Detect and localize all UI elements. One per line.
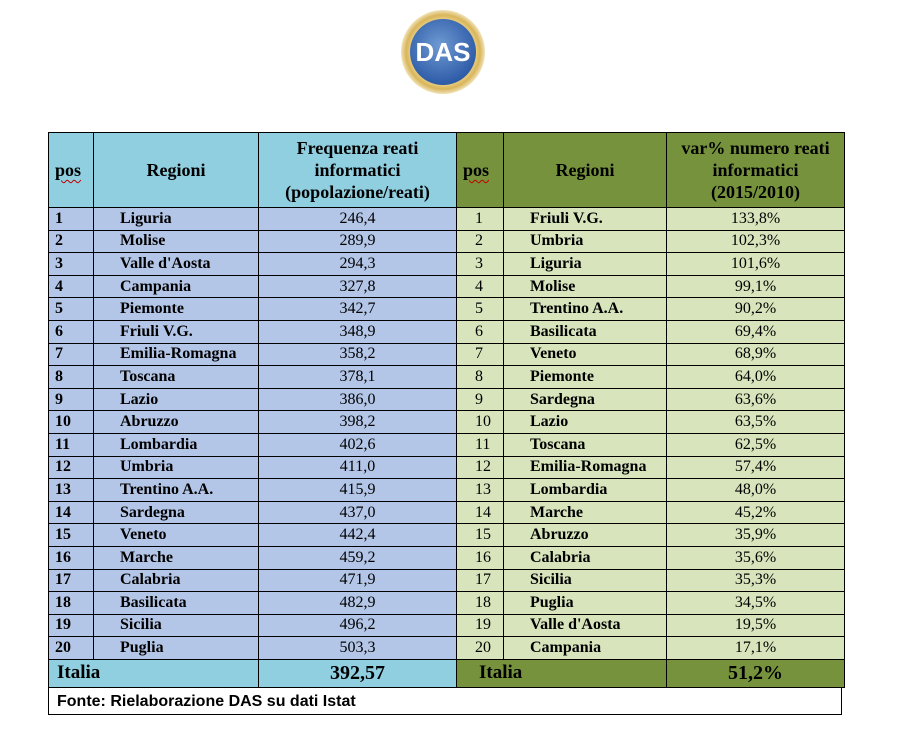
right-value-cell: 101,6% (667, 253, 845, 276)
left-region-cell: Liguria (94, 208, 259, 231)
left-region-cell: Emilia-Romagna (94, 343, 259, 366)
right-region-cell: Campania (504, 637, 667, 660)
left-value-cell: 415,9 (259, 479, 457, 502)
ranking-table (48, 132, 845, 688)
right-pos-cell: 16 (457, 546, 504, 569)
right-pos-cell: 17 (457, 569, 504, 592)
right-value-cell: 35,3% (667, 569, 845, 592)
table-row (49, 456, 845, 479)
left-pos-cell: 11 (49, 433, 94, 456)
left-value-cell: 459,2 (259, 546, 457, 569)
left-value-cell: 294,3 (259, 253, 457, 276)
left-pos-cell: 17 (49, 569, 94, 592)
left-value-cell: 342,7 (259, 298, 457, 321)
right-region-cell: Abruzzo (504, 524, 667, 547)
left-pos-cell: 5 (49, 298, 94, 321)
right-region-cell: Molise (504, 275, 667, 298)
right-region-cell: Puglia (504, 592, 667, 615)
left-region-cell: Basilicata (94, 592, 259, 615)
right-value-cell: 63,5% (667, 411, 845, 434)
left-region-cell: Sardegna (94, 501, 259, 524)
left-value-cell: 358,2 (259, 343, 457, 366)
table-row (49, 230, 845, 253)
table-row (49, 637, 845, 660)
right-pos-cell: 18 (457, 592, 504, 615)
right-pos-cell: 1 (457, 208, 504, 231)
left-pos-cell: 8 (49, 366, 94, 389)
table-row (49, 388, 845, 411)
right-region-cell: Umbria (504, 230, 667, 253)
right-metric-header: var% numero reati informatici (2015/2010) (667, 133, 845, 208)
table-row (49, 614, 845, 637)
table-row (49, 343, 845, 366)
left-region-cell: Umbria (94, 456, 259, 479)
left-region-cell: Lombardia (94, 433, 259, 456)
right-value-cell: 48,0% (667, 479, 845, 502)
left-value-cell: 246,4 (259, 208, 457, 231)
right-pos-cell: 6 (457, 320, 504, 343)
right-value-cell: 102,3% (667, 230, 845, 253)
left-region-cell: Calabria (94, 569, 259, 592)
right-region-cell: Lombardia (504, 479, 667, 502)
table-row (49, 275, 845, 298)
right-pos-cell: 3 (457, 253, 504, 276)
right-region-cell: Toscana (504, 433, 667, 456)
left-pos-header: pos (49, 133, 94, 208)
right-value-cell: 99,1% (667, 275, 845, 298)
right-value-cell: 63,6% (667, 388, 845, 411)
table-row (49, 298, 845, 321)
left-pos-cell: 13 (49, 479, 94, 502)
totals-row (49, 659, 845, 687)
left-region-cell: Campania (94, 275, 259, 298)
right-pos-cell: 8 (457, 366, 504, 389)
right-region-cell: Basilicata (504, 320, 667, 343)
left-pos-cell: 6 (49, 320, 94, 343)
right-value-cell: 62,5% (667, 433, 845, 456)
table-row (49, 569, 845, 592)
table-row (49, 546, 845, 569)
left-pos-cell: 14 (49, 501, 94, 524)
right-pos-cell: 20 (457, 637, 504, 660)
right-region-cell: Lazio (504, 411, 667, 434)
right-value-cell: 35,6% (667, 546, 845, 569)
right-pos-cell: 15 (457, 524, 504, 547)
left-pos-cell: 3 (49, 253, 94, 276)
right-value-cell: 64,0% (667, 366, 845, 389)
right-pos-header: pos (457, 133, 504, 208)
left-value-cell: 471,9 (259, 569, 457, 592)
right-pos-cell: 19 (457, 614, 504, 637)
right-region-cell: Marche (504, 501, 667, 524)
left-region-cell: Sicilia (94, 614, 259, 637)
right-value-cell: 68,9% (667, 343, 845, 366)
right-region-cell: Veneto (504, 343, 667, 366)
table-row (49, 524, 845, 547)
left-region-cell: Trentino A.A. (94, 479, 259, 502)
left-value-cell: 386,0 (259, 388, 457, 411)
right-region-cell: Friuli V.G. (504, 208, 667, 231)
left-pos-cell: 15 (49, 524, 94, 547)
right-value-cell: 34,5% (667, 592, 845, 615)
left-pos-cell: 9 (49, 388, 94, 411)
left-pos-cell: 4 (49, 275, 94, 298)
left-value-cell: 503,3 (259, 637, 457, 660)
left-value-cell: 442,4 (259, 524, 457, 547)
table-row (49, 253, 845, 276)
left-region-cell: Lazio (94, 388, 259, 411)
right-value-cell: 69,4% (667, 320, 845, 343)
left-value-cell: 348,9 (259, 320, 457, 343)
right-region-cell: Sardegna (504, 388, 667, 411)
table-row (49, 320, 845, 343)
table-row (49, 479, 845, 502)
right-pos-cell: 12 (457, 456, 504, 479)
left-value-cell: 289,9 (259, 230, 457, 253)
table-row (49, 411, 845, 434)
left-value-cell: 378,1 (259, 366, 457, 389)
table-row (49, 366, 845, 389)
right-value-cell: 57,4% (667, 456, 845, 479)
right-value-cell: 35,9% (667, 524, 845, 547)
left-total-label: Italia (49, 659, 259, 687)
right-region-cell: Calabria (504, 546, 667, 569)
left-pos-cell: 1 (49, 208, 94, 231)
right-value-cell: 90,2% (667, 298, 845, 321)
right-value-cell: 17,1% (667, 637, 845, 660)
right-region-cell: Sicilia (504, 569, 667, 592)
left-region-cell: Puglia (94, 637, 259, 660)
right-region-cell: Emilia-Romagna (504, 456, 667, 479)
right-value-cell: 45,2% (667, 501, 845, 524)
left-region-cell: Valle d'Aosta (94, 253, 259, 276)
das-logo (400, 9, 486, 95)
right-region-cell: Valle d'Aosta (504, 614, 667, 637)
left-metric-header: Frequenza reati informatici (popolazione/reati) (259, 133, 457, 208)
left-region-cell: Friuli V.G. (94, 320, 259, 343)
right-region-cell: Trentino A.A. (504, 298, 667, 321)
right-pos-cell: 14 (457, 501, 504, 524)
right-total-value: 51,2% (667, 659, 845, 687)
left-regions-header: Regioni (94, 133, 259, 208)
right-pos-cell: 11 (457, 433, 504, 456)
left-total-value: 392,57 (259, 659, 457, 687)
right-pos-cell: 4 (457, 275, 504, 298)
left-pos-cell: 12 (49, 456, 94, 479)
header-row (49, 133, 845, 208)
left-pos-cell: 2 (49, 230, 94, 253)
right-pos-cell: 7 (457, 343, 504, 366)
left-value-cell: 482,9 (259, 592, 457, 615)
source-note: Fonte: Rielaborazione DAS su dati Istat (48, 688, 842, 715)
table-row (49, 501, 845, 524)
left-value-cell: 437,0 (259, 501, 457, 524)
left-pos-cell: 7 (49, 343, 94, 366)
left-pos-cell: 10 (49, 411, 94, 434)
right-value-cell: 133,8% (667, 208, 845, 231)
left-region-cell: Piemonte (94, 298, 259, 321)
left-value-cell: 402,6 (259, 433, 457, 456)
right-pos-cell: 5 (457, 298, 504, 321)
ranking-table-frame (48, 132, 844, 688)
right-pos-cell: 13 (457, 479, 504, 502)
left-pos-cell: 20 (49, 637, 94, 660)
left-region-cell: Abruzzo (94, 411, 259, 434)
left-pos-cell: 18 (49, 592, 94, 615)
table-row (49, 208, 845, 231)
left-value-cell: 496,2 (259, 614, 457, 637)
left-value-cell: 327,8 (259, 275, 457, 298)
right-pos-cell: 10 (457, 411, 504, 434)
right-pos-cell: 9 (457, 388, 504, 411)
left-value-cell: 411,0 (259, 456, 457, 479)
right-regions-header: Regioni (504, 133, 667, 208)
left-value-cell: 398,2 (259, 411, 457, 434)
table-row (49, 592, 845, 615)
logo-text: DAS (415, 37, 471, 67)
left-region-cell: Veneto (94, 524, 259, 547)
right-region-cell: Piemonte (504, 366, 667, 389)
right-pos-cell: 2 (457, 230, 504, 253)
right-region-cell: Liguria (504, 253, 667, 276)
left-region-cell: Molise (94, 230, 259, 253)
right-value-cell: 19,5% (667, 614, 845, 637)
left-region-cell: Marche (94, 546, 259, 569)
table-row (49, 433, 845, 456)
right-total-label: Italia (457, 659, 667, 687)
left-pos-cell: 16 (49, 546, 94, 569)
left-pos-cell: 19 (49, 614, 94, 637)
left-region-cell: Toscana (94, 366, 259, 389)
